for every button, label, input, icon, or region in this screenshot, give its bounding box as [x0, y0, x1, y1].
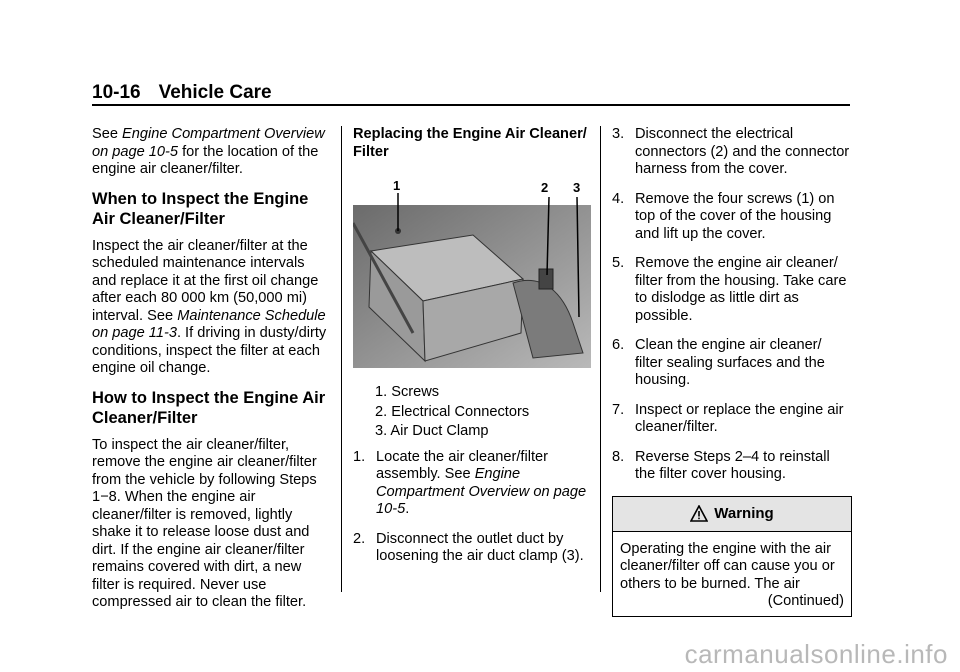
step-4: 4. Remove the four screws (1) on top of the cover of the housing and lift up the cover.: [612, 190, 835, 242]
heading-how-to-inspect: How to Inspect the Engine Air Cleaner/Filter: [92, 388, 326, 427]
section-title: Vehicle Care: [158, 82, 272, 103]
step-7: 7. Inspect or replace the engine air cleaner/filter.: [612, 401, 844, 435]
cross-reference-link[interactable]: Engine Compartment Overview on page 10-5: [92, 126, 325, 160]
list-item: 3. Air Duct Clamp: [375, 423, 489, 439]
page-number: 10-16: [92, 82, 141, 103]
inspect-paragraph: Inspect the air cleaner/filter at the scheduled maintenance intervals and replace it at the first oil change after each 80 000 km (50,000 mi) interval. See Maintenance Schedule on page 11-3. If driving in dusty/dirty conditions, inspect the filter at each engine oil change.: [92, 237, 327, 376]
header-rule: [92, 104, 850, 106]
column-3: [612, 126, 852, 617]
warning-box: [612, 496, 852, 617]
heading-when-to-inspect: When to Inspect the Engine Air Cleaner/Filter: [92, 189, 309, 228]
warning-body: [613, 532, 851, 616]
steps-list: [612, 126, 852, 484]
column-divider: [600, 126, 601, 592]
warning-icon: [690, 505, 708, 523]
step-3: 3. Disconnect the electrical connectors (2) and the connector harness from the cover.: [612, 126, 850, 177]
subheading-replacing: Replacing the Engine Air Cleaner/ Filter: [353, 126, 587, 160]
page-header: [92, 82, 272, 104]
list-item: 2. Electrical Connectors: [375, 403, 530, 420]
how-paragraph: To inspect the air cleaner/filter, remove the engine air cleaner/filter from the vehicle by following Steps 1−8. When the engine air cleaner/filter is removed, lightly shake it to release loose dust and dirt. If the engine air cleaner/filter remains covered with dirt, a new filter is required. Never use compressed air to clean the filter.: [92, 436, 317, 610]
column-2: [353, 126, 593, 578]
step-8: 8. Reverse Steps 2–4 to reinstall the filter cover housing.: [612, 448, 830, 482]
callout-label-1: 1: [393, 178, 401, 193]
cross-reference-link[interactable]: Engine Compartment Overview on page 10-5: [376, 466, 587, 517]
column-divider: [341, 126, 342, 592]
step-2: 2. Disconnect the outlet duct by loosening the air duct clamp (3).: [353, 530, 584, 564]
cross-reference-link[interactable]: Maintenance Schedule on page 11-3: [92, 307, 326, 341]
callout-label-3: 3: [573, 180, 581, 195]
step-1: 1. Locate the air cleaner/filter assembly. See Engine Compartment Overview on page 10-5.: [353, 448, 587, 517]
column-1: [92, 126, 332, 622]
watermark: carmanualsonline.info: [684, 639, 948, 669]
engine-air-cleaner-figure: [353, 178, 591, 368]
warning-title: Warning: [714, 504, 774, 522]
intro-paragraph: See Engine Compartment Overview on page 10-5 for the location of the engine air cleaner/filter.: [92, 126, 325, 177]
figure-legend: [353, 384, 593, 441]
step-5: 5. Remove the engine air cleaner/ filter from the housing. Take care to dislodge as little dirt as possible.: [612, 255, 847, 324]
warning-text: Operating the engine with the air cleaner/filter off can cause you or others to be burned. The air: [620, 540, 835, 592]
engine-compartment-illustration: [353, 183, 591, 368]
continued-label: (Continued): [767, 593, 844, 609]
list-item: 1. Screws: [375, 384, 440, 400]
step-6: 6. Clean the engine air cleaner/ filter sealing surfaces and the housing.: [612, 337, 825, 388]
callout-label-2: 2: [541, 180, 549, 195]
warning-header: [613, 497, 851, 532]
